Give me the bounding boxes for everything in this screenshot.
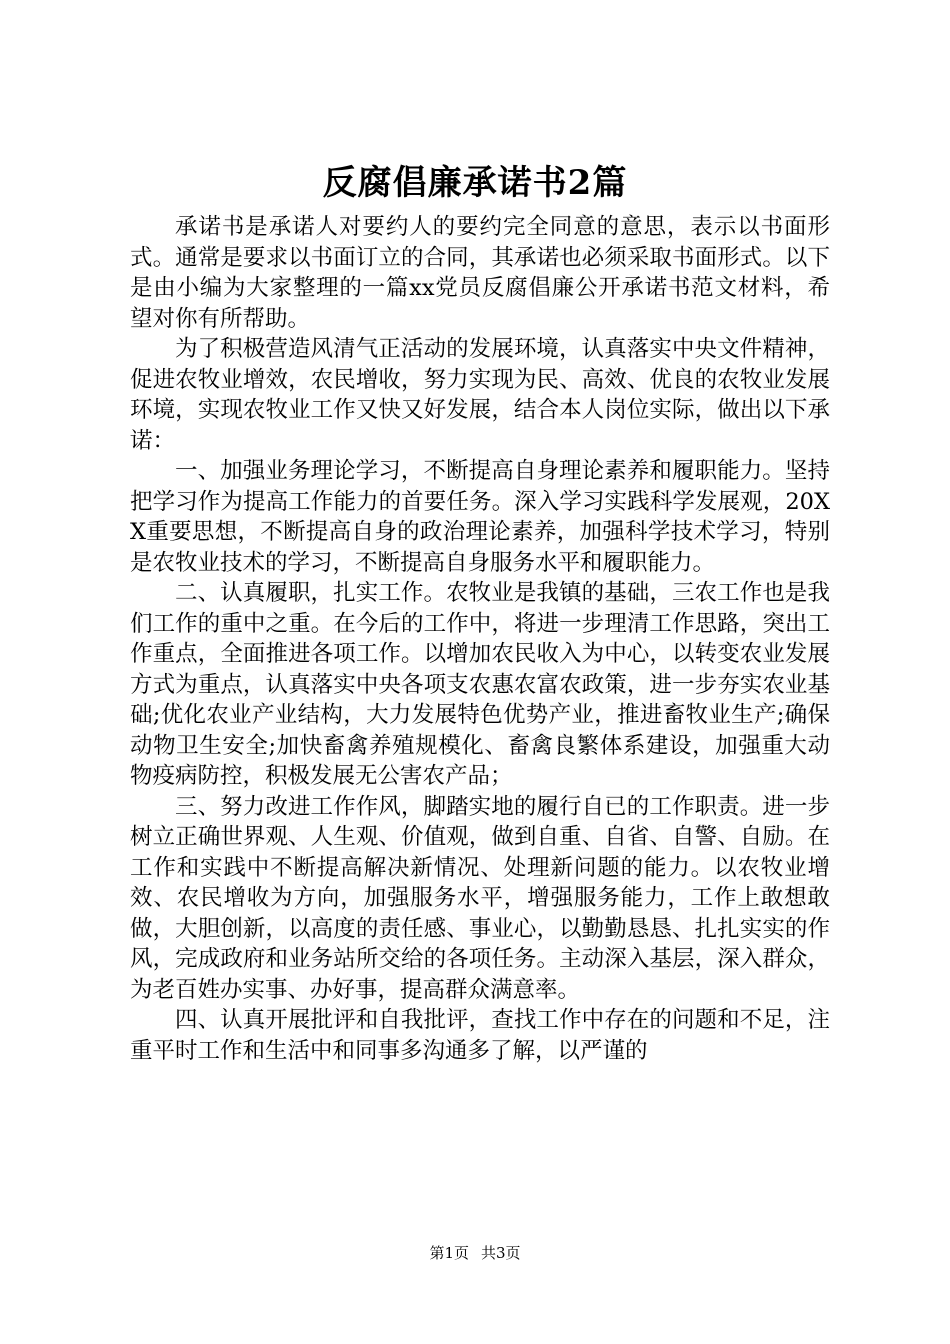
page-footer	[0, 1243, 950, 1263]
paragraph-item-3: 三、努力改进工作作风，脚踏实地的履行自已的工作职责。进一步树立正确世界观、人生观、价值观，做到自重、自省、自警、自励。在工作和实践中不断提高解决新情况、处理新问题的能力。以农牧业增效、农民增收为方向，加强服务水平，增强服务能力，工作上敢想敢做，大胆创新，以高度的责任感、事业心，以勤勤恳恳、扎扎实实的作风，完成政府和业务站所交给的各项任务。主动深入基层，深入群众，为老百姓办实事、办好事，提高群众满意率。	[130, 793, 830, 1003]
paragraph-intro: 承诺书是承诺人对要约人的要约完全同意的意思，表示以书面形式。通常是要求以书面订立的合同，其承诺也必须采取书面形式。以下是由小编为大家整理的一篇xx党员反腐倡廉公开承诺书范文材料，希望对你有所帮助。	[130, 214, 830, 332]
paragraph-preamble: 为了积极营造风清气正活动的发展环境，认真落实中央文件精神，促进农牧业增效，农民增收，努力实现为民、高效、优良的农牧业发展环境，实现农牧业工作又快又好发展，结合本人岗位实际，做出以下承诺：	[130, 336, 830, 454]
page-number: 第1页	[429, 1244, 469, 1262]
paragraph-item-2: 二、认真履职，扎实工作。农牧业是我镇的基础，三农工作也是我们工作的重中之重。在今后的工作中，将进一步理清工作思路，突出工作重点，全面推进各项工作。以增加农民收入为中心，以转变农业发展方式为重点，认真落实中央各项支农惠农富农政策，进一步夯实农业基础;优化农业产业结构，大力发展特色优势产业，推进畜牧业生产;确保动物卫生安全;加快畜禽养殖规模化、畜禽良繁体系建设，加强重大动物疫病防控，积极发展无公害农产品；	[130, 580, 830, 789]
document-body	[130, 212, 830, 1066]
paragraph-item-4: 四、认真开展批评和自我批评，查找工作中存在的问题和不足，注重平时工作和生活中和同事多沟通多了解，以严谨的	[130, 1007, 830, 1064]
page-total: 共3页	[481, 1244, 521, 1262]
document-title: 反腐倡廉承诺书2篇	[322, 163, 628, 203]
paragraph-item-1: 一、加强业务理论学习，不断提高自身理论素养和履职能力。坚持把学习作为提高工作能力的首要任务。深入学习实践科学发展观，20XX重要思想，不断提高自身的政治理论素养，加强科学技术学习，特别是农牧业技术的学习，不断提高自身服务水平和履职能力。	[130, 458, 830, 576]
